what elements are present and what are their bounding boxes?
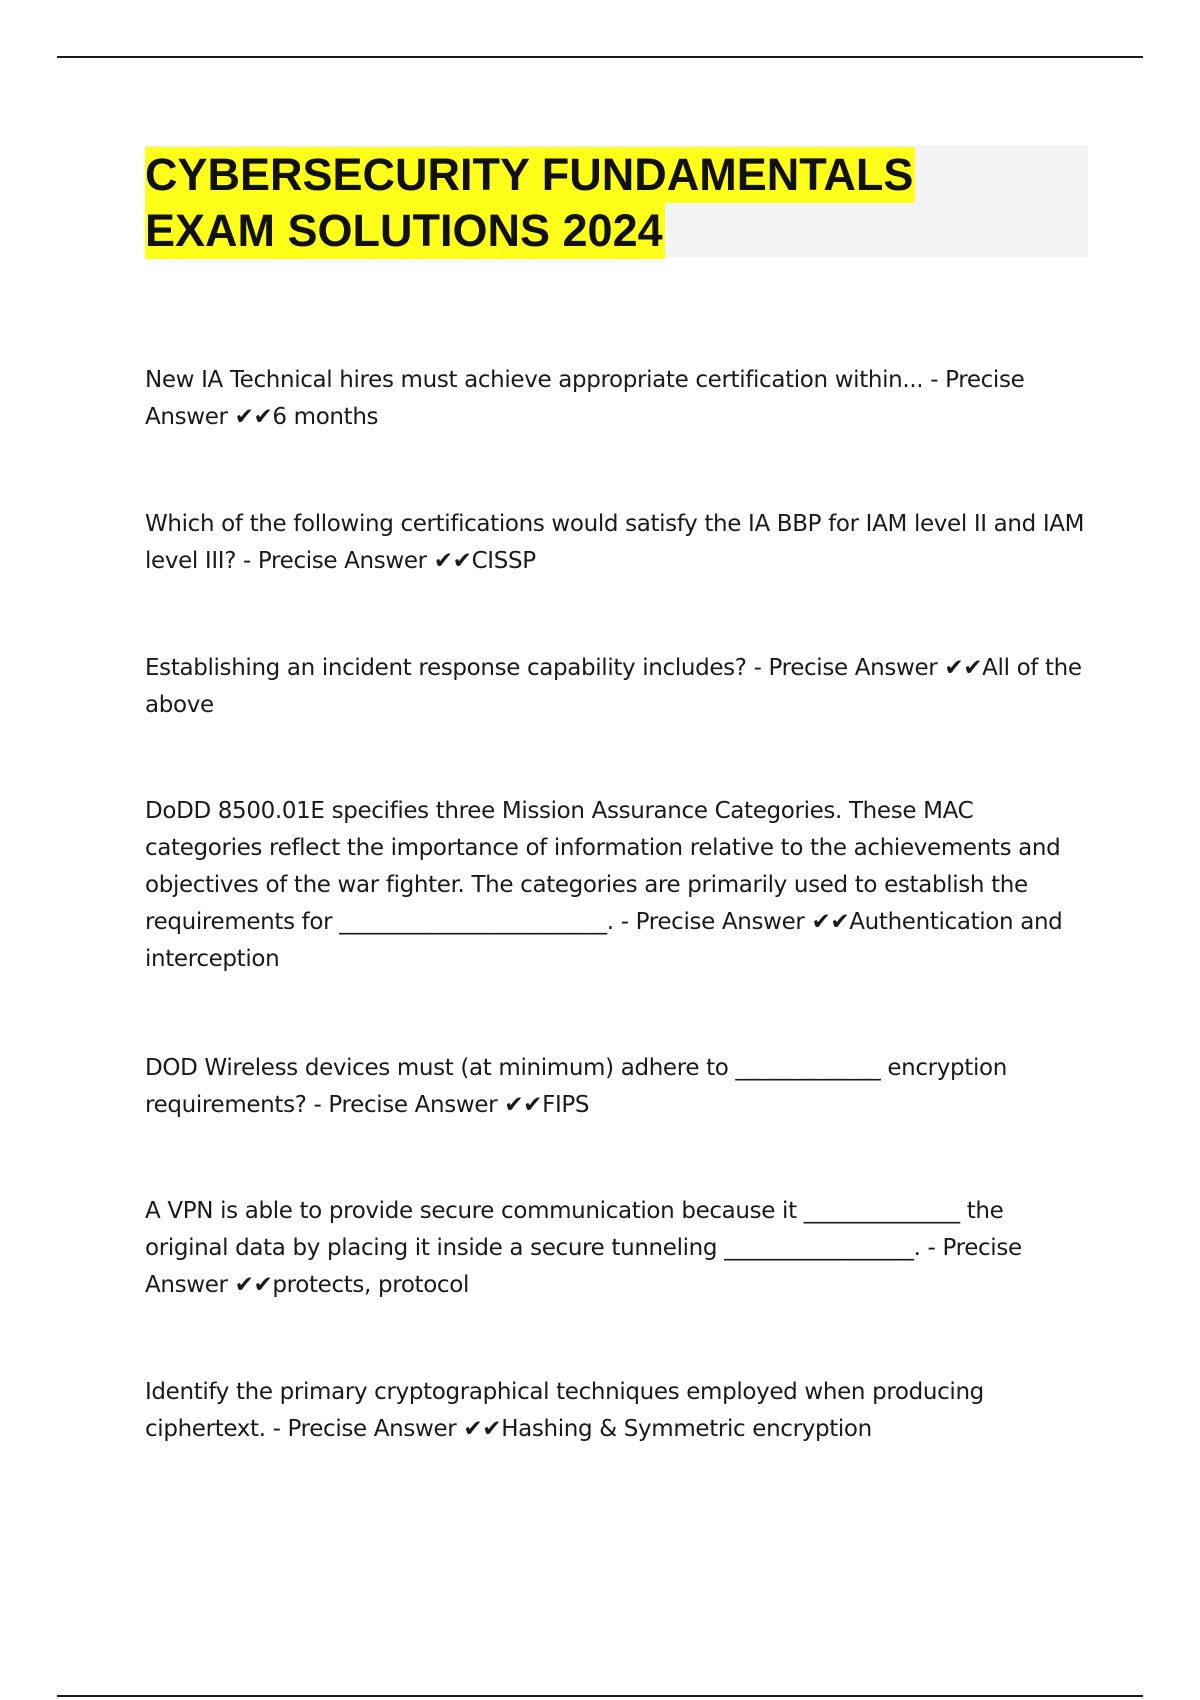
qa-item-1: New IA Technical hires must achieve appropriate certification within... - Precise Answer ✔✔6 months xyxy=(145,367,1025,430)
title-line-1: CYBERSECURITY FUNDAMENTALS xyxy=(145,147,915,203)
qa-item-5: DOD Wireless devices must (at minimum) adhere to _____________ encryption requirements? - Precise Answer ✔✔FIPS xyxy=(145,1055,1007,1118)
bottom-rule xyxy=(57,1695,1143,1697)
top-rule xyxy=(57,56,1143,58)
title-line-2: EXAM SOLUTIONS 2024 xyxy=(145,203,665,259)
qa-item-6: A VPN is able to provide secure communication because it ______________ the original data by placing it inside a secure tunneling _________________. - Precise Answer ✔✔protects, protocol xyxy=(145,1198,1022,1298)
document-title xyxy=(145,147,915,259)
qa-item-3: Establishing an incident response capability includes? - Precise Answer ✔✔All of the above xyxy=(145,655,1082,718)
qa-item-2: Which of the following certifications would satisfy the IA BBP for IAM level II and IAM level III? - Precise Answer ✔✔CISSP xyxy=(145,511,1085,574)
qa-item-7: Identify the primary cryptographical techniques employed when producing ciphertext. - Precise Answer ✔✔Hashing & Symmetric encryption xyxy=(145,1379,984,1442)
qa-item-4: DoDD 8500.01E specifies three Mission Assurance Categories. These MAC categories reflect the importance of information relative to the achievements and objectives of the war fighter. The categories are primarily used to establish the requirements for ________________________. - Precise Answer ✔✔Authentication and interception xyxy=(145,798,1063,972)
